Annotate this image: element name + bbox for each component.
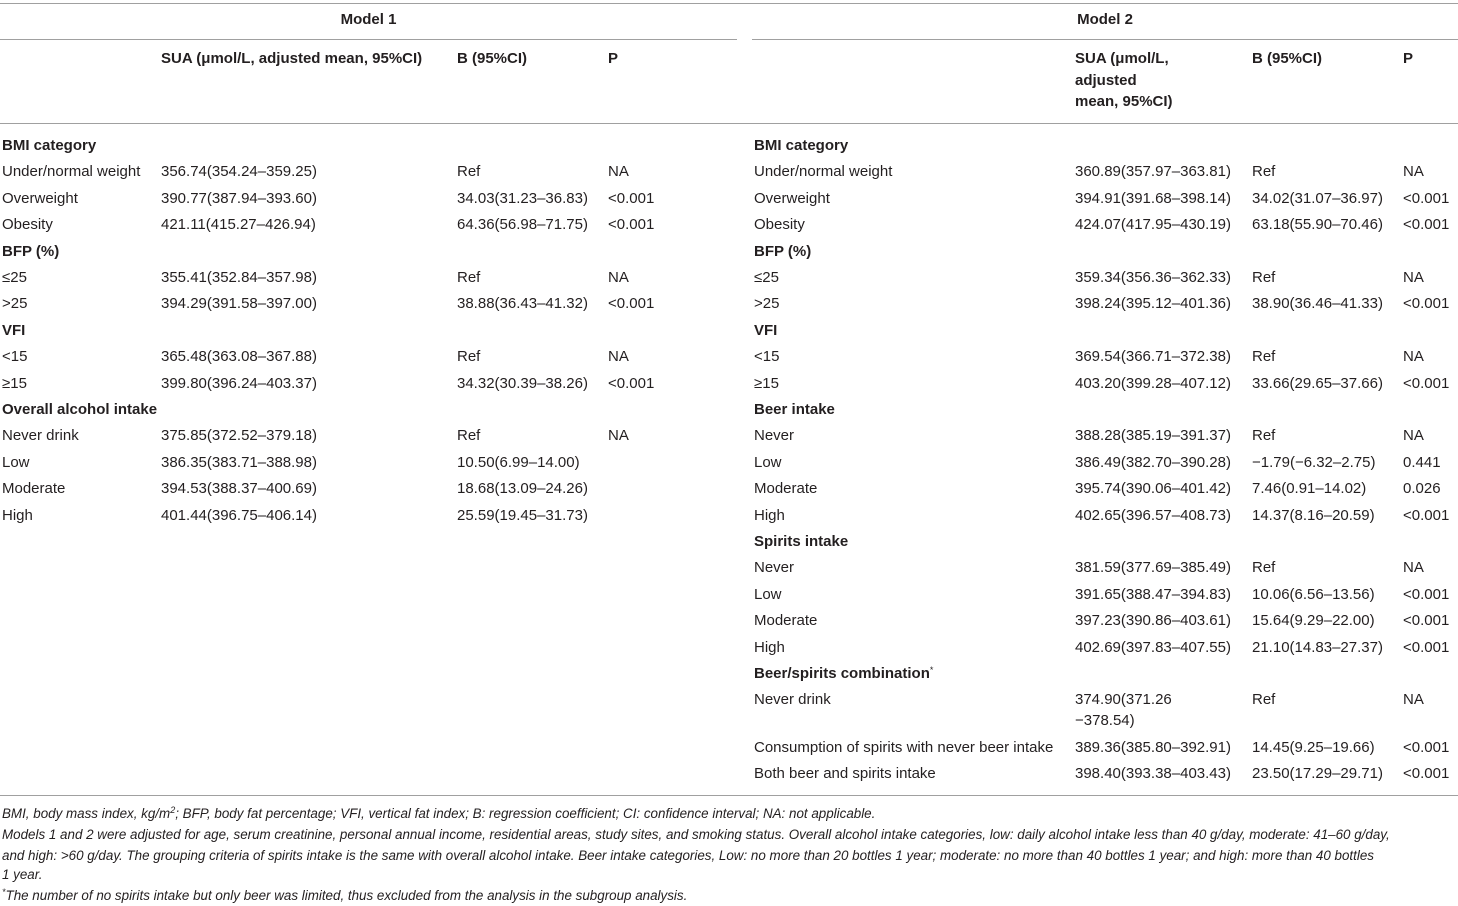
model2-row-sua: 403.20(399.28–407.12) xyxy=(1075,374,1231,392)
model2-row-p: <0.001 xyxy=(1403,374,1450,392)
model1-row-p: <0.001 xyxy=(608,216,655,234)
model2-row-sua: 398.24(395.12–401.36) xyxy=(1075,295,1231,313)
model1-row-p: NA xyxy=(608,163,629,181)
model2-row-b: Ref xyxy=(1252,559,1276,577)
model1-row-label: Overweight xyxy=(2,189,78,207)
model2-row-p: NA xyxy=(1403,559,1424,577)
model1-row-sua: 401.44(396.75–406.14) xyxy=(161,506,317,524)
model2-row-b: −1.79(−6.32–2.75) xyxy=(1252,453,1376,471)
model1-row-label: <15 xyxy=(2,348,28,366)
model1-row-b: 34.32(30.39–38.26) xyxy=(457,374,588,392)
top-rule xyxy=(0,3,1458,4)
model2-row-label: Obesity xyxy=(754,216,805,234)
model2-row-sua: 374.90(371.26 xyxy=(1075,691,1172,709)
model2-row-b: 15.64(9.29–22.00) xyxy=(1252,612,1375,630)
model2-row-label: Never drink xyxy=(754,691,831,709)
model1-row-sua: 399.80(396.24–403.37) xyxy=(161,374,317,392)
model2-category-heading: Spirits intake xyxy=(754,533,849,550)
model1-row-b: 38.88(36.43–41.32) xyxy=(457,295,588,313)
model2-row-p: <0.001 xyxy=(1403,585,1450,603)
model1-title: Model 1 xyxy=(340,11,397,28)
model1-category-heading: VFI xyxy=(2,321,26,339)
model1-row-label: >25 xyxy=(2,295,28,313)
model2-row-p: <0.001 xyxy=(1403,189,1450,207)
model2-row-b: 21.10(14.83–27.37) xyxy=(1252,638,1383,656)
model2-row-sua-cont: −378.54) xyxy=(1075,712,1135,730)
model1-row-label: Moderate xyxy=(2,480,66,498)
model2-row-sua: 359.34(356.36–362.33) xyxy=(1075,269,1231,286)
model1-row-label: High xyxy=(2,506,33,524)
model2-row-label: Moderate xyxy=(754,480,818,498)
model2-category-heading: Beer/spirits combination* xyxy=(754,665,934,682)
model2-row-label: High xyxy=(754,506,785,524)
model2-row-p: NA xyxy=(1403,427,1424,445)
model2-row-b: Ref xyxy=(1252,348,1276,366)
model2-row-sua: 388.28(385.19–391.37) xyxy=(1075,427,1231,445)
model1-row-b: 10.50(6.99–14.00) xyxy=(457,453,580,471)
model2-row-b: 14.37(8.16–20.59) xyxy=(1252,506,1375,524)
model1-row-label: ≥15 xyxy=(2,374,27,392)
model1-row-sua: 355.41(352.84–357.98) xyxy=(161,269,317,286)
footnote-models-line3: 1 year. xyxy=(2,867,43,882)
model1-row-p: NA xyxy=(608,269,629,286)
model1-row-b: 64.36(56.98–71.75) xyxy=(457,216,588,234)
model1-row-sua: 365.48(363.08–367.88) xyxy=(161,348,317,366)
model1-row-sua: 375.85(372.52–379.18) xyxy=(161,427,317,445)
model2-row-sua: 402.69(397.83–407.55) xyxy=(1075,638,1231,656)
model1-row-label: Never drink xyxy=(2,427,79,445)
model2-category-heading: BFP (%) xyxy=(754,242,812,260)
model1-row-b: 34.03(31.23–36.83) xyxy=(457,189,588,207)
model2-category-heading: VFI xyxy=(754,321,778,339)
model1-row-b: Ref xyxy=(457,163,481,181)
model2-row-sua: 398.40(393.38–403.43) xyxy=(1075,765,1231,783)
model1-header-b: B (95%CI) xyxy=(457,50,528,67)
model2-row-p: 0.026 xyxy=(1403,480,1441,498)
model2-row-sua: 397.23(390.86–403.61) xyxy=(1075,612,1231,630)
model2-row-b: 10.06(6.56–13.56) xyxy=(1252,585,1375,603)
model1-row-sua: 386.35(383.71–388.98) xyxy=(161,453,317,471)
model2-row-sua: 395.74(390.06–401.42) xyxy=(1075,480,1231,498)
model1-category-heading: BFP (%) xyxy=(2,242,60,260)
model2-row-sua: 391.65(388.47–394.83) xyxy=(1075,585,1231,603)
model1-row-sua: 421.11(415.27–426.94) xyxy=(161,216,316,234)
model1-row-b: 25.59(19.45–31.73) xyxy=(457,506,588,524)
model2-row-p: <0.001 xyxy=(1403,216,1450,234)
model2-row-p: <0.001 xyxy=(1403,295,1450,313)
model1-title-rule xyxy=(0,39,737,40)
model1-row-p: <0.001 xyxy=(608,189,655,207)
model2-row-label: Never xyxy=(754,427,795,445)
model2-row-b: Ref xyxy=(1252,269,1276,286)
model1-row-b: Ref xyxy=(457,348,481,366)
model2-row-b: 34.02(31.07–36.97) xyxy=(1252,189,1383,207)
model1-row-label: Low xyxy=(2,453,30,471)
model2-row-label: Low xyxy=(754,453,782,471)
model1-header-p: P xyxy=(608,50,619,67)
model2-header-p: P xyxy=(1403,50,1414,67)
model2-row-label: <15 xyxy=(754,348,780,366)
footnote-models-line1: Models 1 and 2 were adjusted for age, serum creatinine, personal annual income, residential areas, study sites, and smoking status. Overall alcohol intake categories, low: daily alcohol intake less than 40 g/day, moderate: 41–60 g/day, xyxy=(2,827,1390,842)
model2-title-rule xyxy=(752,39,1458,40)
model1-row-b: 18.68(13.09–24.26) xyxy=(457,480,588,498)
model2-category-heading: Beer intake xyxy=(754,401,835,418)
model2-row-label: >25 xyxy=(754,295,780,313)
model2-header-sua-line1: SUA (μmol/L, xyxy=(1075,50,1169,67)
model2-row-p: <0.001 xyxy=(1403,738,1450,756)
model1-row-sua: 394.53(388.37–400.69) xyxy=(161,480,317,498)
model2-row-label: Overweight xyxy=(754,189,830,207)
model1-row-b: Ref xyxy=(457,427,481,445)
model2-header-b: B (95%CI) xyxy=(1252,50,1323,67)
model2-row-label: Under/normal weight xyxy=(754,163,893,181)
model1-row-label: ≤25 xyxy=(2,269,27,286)
model2-row-sua: 394.91(391.68–398.14) xyxy=(1075,189,1231,207)
model2-row-sua: 381.59(377.69–385.49) xyxy=(1075,559,1231,577)
model1-row-sua: 394.29(391.58–397.00) xyxy=(161,295,317,313)
model1-row-sua: 356.74(354.24–359.25) xyxy=(161,163,317,181)
model1-row-p: <0.001 xyxy=(608,295,655,313)
model2-row-b: Ref xyxy=(1252,427,1276,445)
model2-row-p: NA xyxy=(1403,163,1424,181)
model2-row-p: <0.001 xyxy=(1403,612,1450,630)
model2-row-b: 7.46(0.91–14.02) xyxy=(1252,480,1367,498)
model2-header-sua-line3: mean, 95%CI) xyxy=(1075,93,1173,110)
model2-row-b: 63.18(55.90–70.46) xyxy=(1252,216,1383,234)
model2-row-label: ≤25 xyxy=(754,269,779,286)
model2-row-label: ≥15 xyxy=(754,374,779,392)
model2-row-b: 14.45(9.25–19.66) xyxy=(1252,738,1375,756)
model1-row-p: NA xyxy=(608,427,629,445)
model2-row-label: Consumption of spirits with never beer intake xyxy=(754,738,1054,756)
footnote-abbreviations: BMI, body mass index, $kg/m^2$; BFP, body fat percentage; VFI, vertical fat index; B: regression coefficient; CI: confidence interval; NA: not applicable. xyxy=(2,805,876,821)
model1-header-sua: SUA (μmol/L, adjusted mean, 95%CI) xyxy=(161,50,423,67)
model2-row-b: 23.50(17.29–29.71) xyxy=(1252,765,1383,783)
header-rule xyxy=(0,123,1458,124)
model2-row-b: 33.66(29.65–37.66) xyxy=(1252,374,1383,392)
model2-row-sua: 369.54(366.71–372.38) xyxy=(1075,348,1231,366)
model2-row-sua: 424.07(417.95–430.19) xyxy=(1075,216,1231,234)
model2-row-label: High xyxy=(754,638,785,656)
model2-row-p: NA xyxy=(1403,269,1424,286)
model1-category-heading: BMI category xyxy=(2,137,97,154)
model1-category-heading: Overall alcohol intake xyxy=(2,401,158,418)
model2-category-heading: BMI category xyxy=(754,137,849,154)
model1-row-label: Under/normal weight xyxy=(2,163,141,181)
model2-row-p: NA xyxy=(1403,691,1424,709)
model2-title: Model 2 xyxy=(1077,11,1133,28)
model2-row-sua: 389.36(385.80–392.91) xyxy=(1075,738,1231,756)
model2-row-b: 38.90(36.46–41.33) xyxy=(1252,295,1383,313)
model1-row-label: Obesity xyxy=(2,216,53,234)
model2-row-p: 0.441 xyxy=(1403,453,1441,471)
model2-row-p: <0.001 xyxy=(1403,765,1450,783)
model1-row-b: Ref xyxy=(457,269,481,286)
model2-row-sua: 386.49(382.70–390.28) xyxy=(1075,453,1231,471)
model2-header-sua-line2: adjusted xyxy=(1075,72,1137,89)
model2-row-label: Low xyxy=(754,585,782,603)
model2-row-b: Ref xyxy=(1252,163,1276,181)
model2-row-label: Both beer and spirits intake xyxy=(754,765,936,783)
model2-row-label: Moderate xyxy=(754,612,818,630)
model2-row-p: <0.001 xyxy=(1403,506,1450,524)
model2-row-sua: 360.89(357.97–363.81) xyxy=(1075,163,1231,181)
model2-row-b: Ref xyxy=(1252,691,1276,709)
model1-row-sua: 390.77(387.94–393.60) xyxy=(161,189,317,207)
model2-row-label: Never xyxy=(754,559,795,577)
model2-row-p: NA xyxy=(1403,348,1424,366)
footnote-asterisk: *The number of no spirits intake but only beer was limited, thus excluded from the analysis in the subgroup analysis. xyxy=(2,887,688,903)
footnote-models-line2: and high: >60 g/day. The grouping criteria of spirits intake is the same with overall alcohol intake. Beer intake categories, Low: no more than 20 bottles 1 year; moderate: no more than 40 bottles 1 year; and high: more than 40 bottles xyxy=(2,848,1374,863)
model2-row-p: <0.001 xyxy=(1403,638,1450,656)
model2-row-sua: 402.65(396.57–408.73) xyxy=(1075,506,1231,524)
model1-row-p: NA xyxy=(608,348,629,366)
bottom-rule xyxy=(0,795,1458,796)
model1-row-p: <0.001 xyxy=(608,374,655,392)
